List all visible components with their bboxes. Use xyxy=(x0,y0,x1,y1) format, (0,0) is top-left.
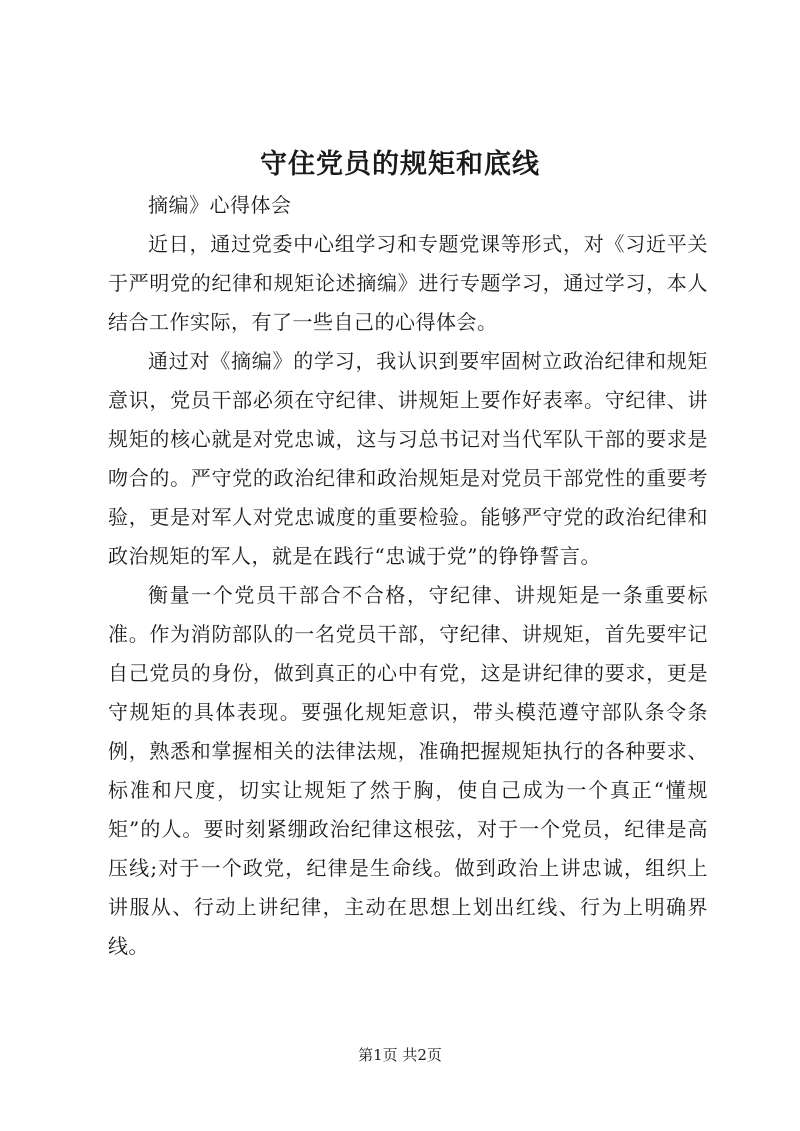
paragraph-standard: 衡量一个党员干部合不合格，守纪律、讲规矩是一条重要标准。作为消防部队的一名党员干部，守纪律、讲规矩，首先要牢记自己党员的身份，做到真正的心中有党，这是讲纪律的要求，更是守规矩的具体表现。要强化规矩意识，带头模范遵守部队条令条例，熟悉和掌握相关的法律法规，准确把握规矩执行的各种要求、标准和尺度，切实让规矩了然于胸，使自己成为一个真正“懂规矩”的人。要时刻紧绷政治纪律这根弦，对于一个党员，纪律是高压线;对于一个政党，纪律是生命线。做到政治上讲忠诚，组织上讲服从、行动上讲纪律，主动在思想上划出红线、行为上明确界线。 xyxy=(108,583,708,958)
paragraph-intro: 近日，通过党委中心组学习和专题党课等形式，对《习近平关于严明党的纪律和规矩论述摘编》进行专题学习，通过学习，本人结合工作实际，有了一些自己的心得体会。 xyxy=(108,232,708,334)
document-title: 守住党员的规矩和底线 xyxy=(260,149,540,180)
document-body xyxy=(108,186,708,966)
paragraph-subtitle: 摘编》心得体会 xyxy=(148,193,292,217)
page-footer: 第1页 共2页 xyxy=(358,1046,442,1064)
paragraph-discipline: 通过对《摘编》的学习，我认识到要牢固树立政治纪律和规矩意识，党员干部必须在守纪律、讲规矩上要作好表率。守纪律、讲规矩的核心就是对党忠诚，这与习总书记对当代军队干部的要求是吻合的。严守党的政治纪律和政治规矩是对党员干部党性的重要考验，更是对军人对党忠诚度的重要检验。能够严守党的政治纪律和政治规矩的军人，就是在践行“忠诚于党”的铮铮誓言。 xyxy=(108,349,708,568)
